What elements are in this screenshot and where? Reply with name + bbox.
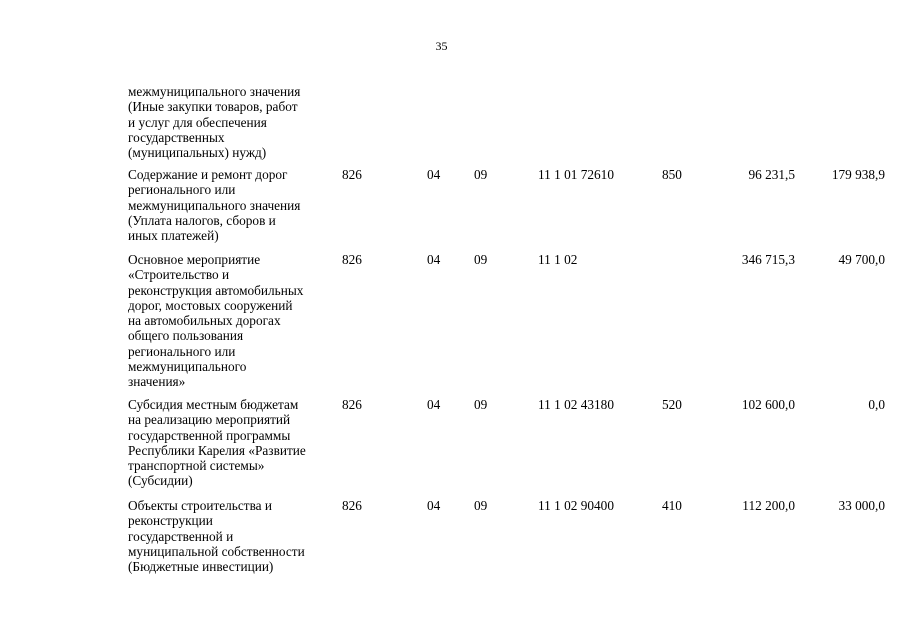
expense-type-code: 850 [662,167,682,182]
row-description [128,167,338,243]
section-code: 04 [427,167,441,182]
amount-year-2: 179 938,9 [831,167,885,182]
description-line: межмуниципального значения [128,84,301,99]
row-description [128,498,338,574]
amount-year-1: 346 715,3 [741,252,795,267]
target-article-code: 11 1 02 90400 [538,498,614,513]
description-line: (Иные закупки товаров, работ [128,99,298,115]
description-line: регионального или [128,343,236,359]
target-article-code: 11 1 02 43180 [538,397,614,412]
section-code: 04 [427,397,441,412]
amount-year-1: 96 231,5 [748,167,795,182]
description-line: и услуг для обеспечения [128,114,267,130]
description-line: Объекты строительства и [128,498,273,513]
target-article-code: 11 1 01 72610 [538,167,614,182]
description-line: транспортной системы» [128,458,265,474]
description-line: межмуниципального [128,359,247,375]
description-line: Республики Карелия «Развитие [128,442,306,458]
page-number: 35 [435,39,448,53]
description-line: регионального или [128,182,236,198]
ministry-code: 826 [342,167,362,182]
subsection-code: 09 [474,498,488,513]
description-line: реконструкция автомобильных [128,282,304,298]
row-description [128,84,338,160]
amount-year-1: 102 600,0 [741,397,795,412]
description-line: (Уплата налогов, сборов и [128,212,276,228]
description-line: (муниципальных) нужд) [128,145,267,161]
ministry-code: 826 [342,498,362,513]
expense-type-code: 520 [662,397,682,412]
description-line: на реализацию мероприятий [128,412,291,428]
row-description [128,397,338,489]
description-line: Субсидия местным бюджетам [128,397,299,412]
description-line: государственных [128,129,225,145]
subsection-code: 09 [474,167,488,182]
description-line: Основное мероприятие [128,252,261,267]
section-code: 04 [427,498,441,513]
amount-year-1: 112 200,0 [742,498,795,513]
amount-year-2: 33 000,0 [838,498,885,513]
description-line: государственной и [128,528,234,544]
description-line: дорог, мостовых сооружений [128,297,293,313]
section-code: 04 [427,252,441,267]
description-line: межмуниципального значения [128,197,301,213]
description-line: муниципальной собственности [128,543,305,559]
description-line: «Строительство и [128,267,230,283]
ministry-code: 826 [342,252,362,267]
expense-type-code: 410 [662,498,682,513]
description-line: значения» [128,374,186,390]
description-line: (Бюджетные инвестиции) [128,559,274,575]
row-description [128,252,338,390]
subsection-code: 09 [474,397,488,412]
ministry-code: 826 [342,397,362,412]
description-line: Содержание и ремонт дорог [128,167,288,182]
description-line: государственной программы [128,427,291,443]
target-article-code: 11 1 02 [538,252,578,267]
amount-year-2: 0,0 [868,397,885,412]
description-line: общего пользования [128,328,244,344]
description-line: (Субсидии) [128,473,193,489]
amount-year-2: 49 700,0 [838,252,885,267]
description-line: на автомобильных дорогах [128,313,281,329]
description-line: иных платежей) [128,228,219,244]
description-line: реконструкции [128,513,213,529]
subsection-code: 09 [474,252,488,267]
